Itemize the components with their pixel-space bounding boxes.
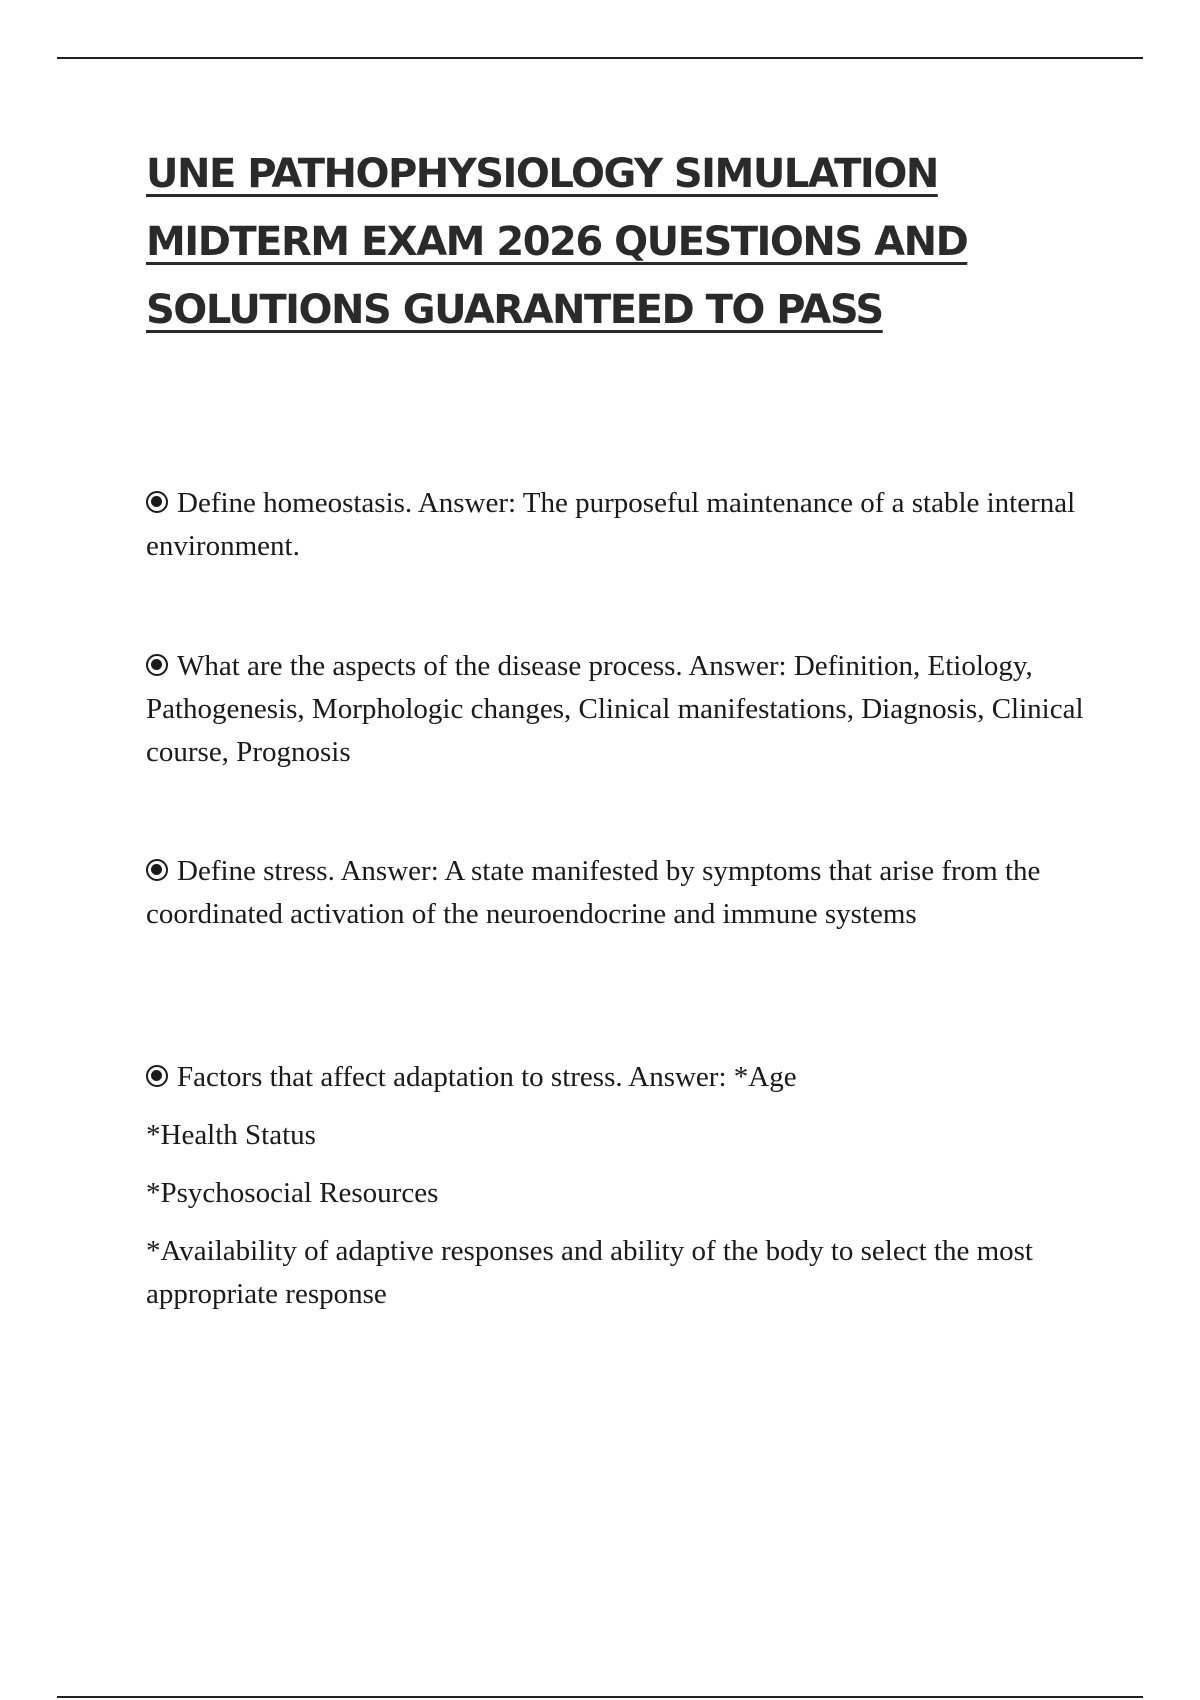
qa-item-stress: [146, 850, 1086, 936]
qa-text: Factors that affect adaptation to stress. Answer: *Age: [177, 1061, 797, 1093]
answer-list-item: *Psychosocial Resources: [146, 1177, 439, 1209]
qa-text: Define stress. Answer: A state manifested by symptoms that arise from the coordinated activation of the neuroendocrine and immune systems: [146, 855, 1041, 930]
qa-text: What are the aspects of the disease process. Answer: Definition, Etiology, Pathogenesis, Morphologic changes, Clinical manifestations, Diagnosis, Clinical course, Prognosis: [146, 650, 1084, 768]
top-divider: [57, 57, 1143, 59]
radio-bullet-icon: [146, 491, 168, 513]
answer-list-item: *Availability of adaptive responses and ability of the body to select the most appropriate response: [146, 1235, 1033, 1310]
qa-item-disease-process: [146, 645, 1086, 774]
radio-bullet-icon: [146, 1065, 168, 1087]
document-title: [146, 140, 1046, 344]
bottom-divider: [57, 1696, 1143, 1698]
qa-question: [146, 1056, 1086, 1099]
answer-list-item: *Health Status: [146, 1119, 316, 1151]
title-line: MIDTERM EXAM 2026 QUESTIONS AND: [146, 219, 968, 265]
radio-bullet-icon: [146, 654, 168, 676]
title-line: UNE PATHOPHYSIOLOGY SIMULATION: [146, 151, 938, 197]
qa-item-homeostasis: [146, 482, 1086, 568]
radio-bullet-icon: [146, 859, 168, 881]
qa-item-adaptation-factors: [146, 1056, 1086, 1316]
qa-text: Define homeostasis. Answer: The purposeful maintenance of a stable internal environment.: [146, 487, 1076, 562]
title-line: SOLUTIONS GUARANTEED TO PASS: [146, 287, 883, 333]
